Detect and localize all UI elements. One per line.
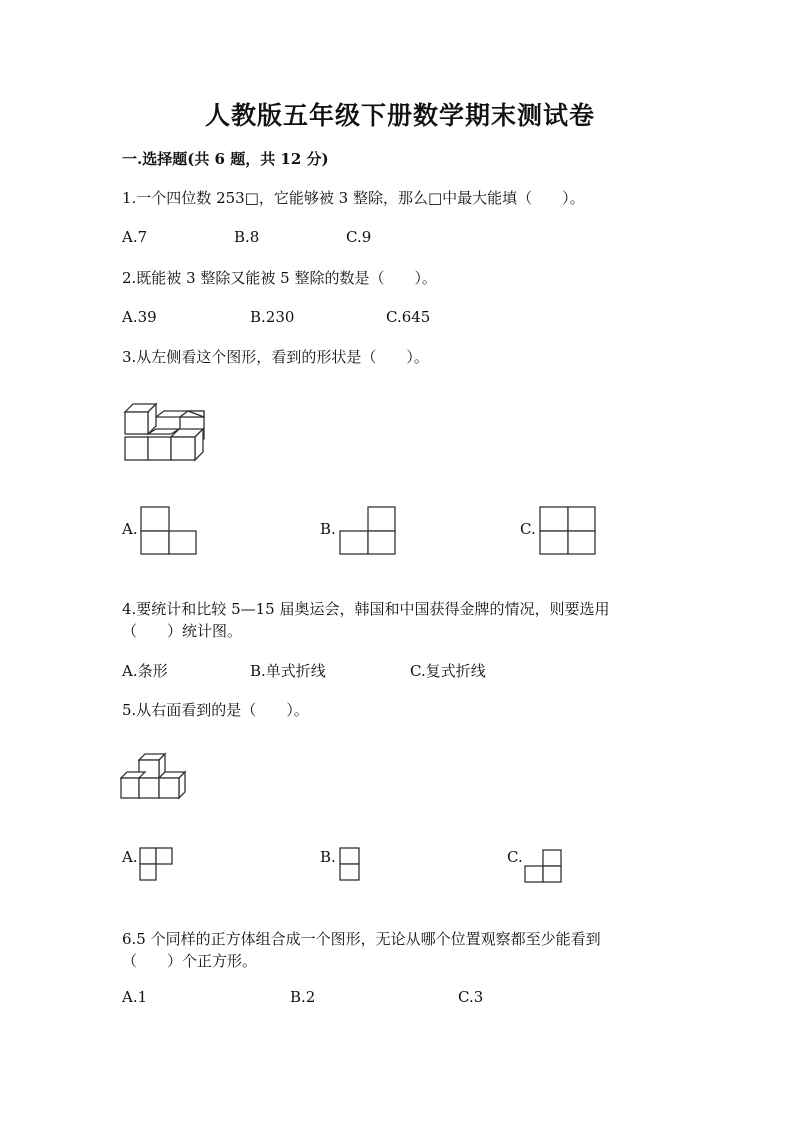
question-5-option-b-figure — [339, 847, 361, 883]
question-3-cube-figure — [118, 398, 213, 466]
question-4-text-line-1: 4.要统计和比较 5—15 届奥运会，韩国和中国获得金牌的情况，则要选用 — [122, 600, 610, 618]
question-4-option-a: A.条形 — [122, 662, 168, 680]
question-3-option-a-figure — [140, 506, 198, 556]
question-5-cube-figure — [118, 752, 190, 804]
question-6-option-a: A.1 — [122, 988, 148, 1006]
question-5-option-c-label: C. — [507, 848, 523, 866]
question-6-option-b: B.2 — [290, 988, 316, 1006]
question-3-option-a-label: A. — [122, 520, 138, 538]
question-4-option-c: C.复式折线 — [410, 662, 486, 680]
section-heading: 一.选择题(共 6 题，共 12 分) — [122, 150, 329, 168]
question-5-option-b-label: B. — [320, 848, 336, 866]
question-4-text-line-2: （ ）统计图。 — [122, 622, 243, 640]
question-3-option-b-label: B. — [320, 520, 336, 538]
question-3-option-c-figure — [539, 506, 597, 556]
question-6-text-line-2: （ ）个正方形。 — [122, 952, 258, 970]
question-3-text: 3.从左侧看这个图形，看到的形状是（ ）。 — [122, 348, 429, 366]
question-6-option-c: C.3 — [458, 988, 484, 1006]
question-5-option-a-figure — [139, 847, 175, 883]
question-1-option-a: A.7 — [122, 228, 148, 246]
question-6-text-line-1: 6.5 个同样的正方体组合成一个图形，无论从哪个位置观察都至少能看到 — [122, 930, 601, 948]
question-2-option-b: B.230 — [250, 308, 295, 326]
question-4-option-b: B.单式折线 — [250, 662, 326, 680]
question-1-text: 1.一个四位数 253□，它能够被 3 整除，那么□中最大能填（ ）。 — [122, 189, 585, 207]
question-3-option-c-label: C. — [520, 520, 536, 538]
question-2-option-c: C.645 — [386, 308, 431, 326]
question-2-text: 2.既能被 3 整除又能被 5 整除的数是（ ）。 — [122, 269, 437, 287]
question-1-option-c: C.9 — [346, 228, 372, 246]
question-2-option-a: A.39 — [122, 308, 157, 326]
question-5-option-c-figure — [524, 849, 564, 885]
question-3-option-b-figure — [339, 506, 397, 556]
question-5-option-a-label: A. — [122, 848, 138, 866]
question-1-option-b: B.8 — [234, 228, 260, 246]
page-title: 人教版五年级下册数学期末测试卷 — [204, 101, 595, 130]
question-5-text: 5.从右面看到的是（ ）。 — [122, 701, 309, 719]
